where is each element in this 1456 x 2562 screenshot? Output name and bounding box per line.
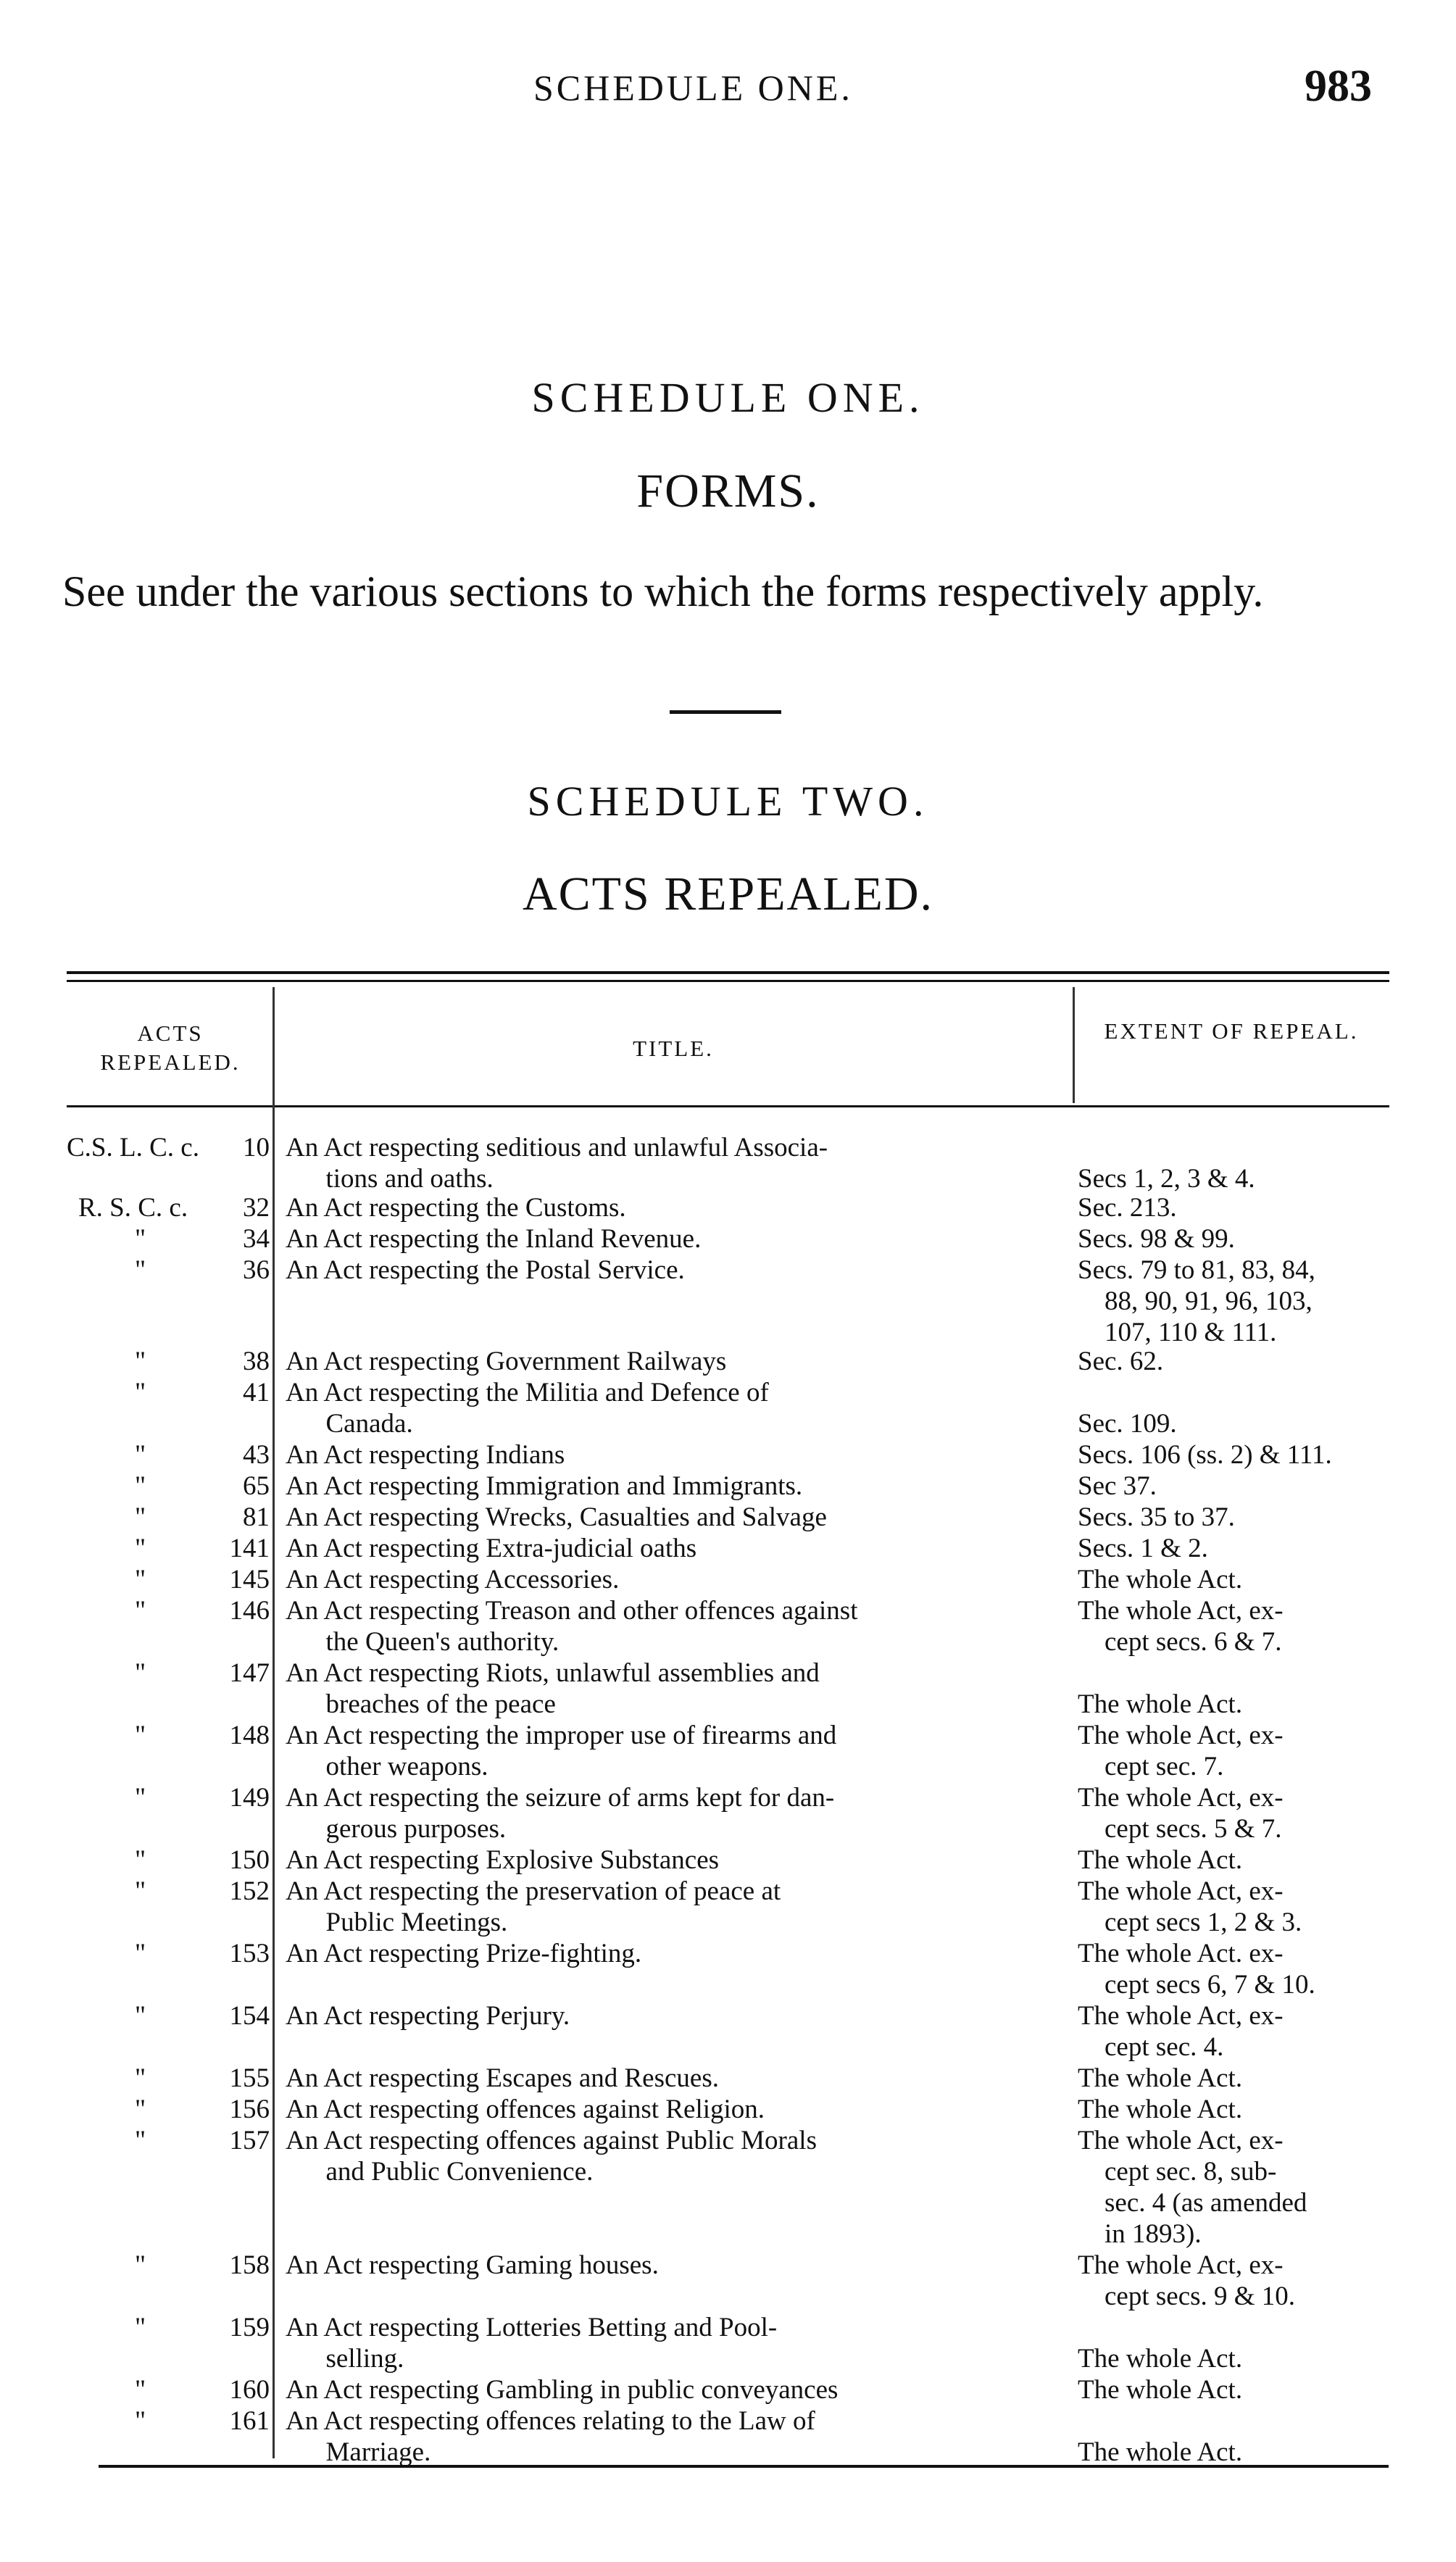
row-extent: Sec. 62. bbox=[1078, 1347, 1164, 1376]
schedule-two-subheading: ACTS REPEALED. bbox=[522, 868, 934, 920]
row-prefix: " bbox=[135, 1502, 146, 1532]
row-prefix: " bbox=[135, 1565, 146, 1594]
row-prefix: " bbox=[135, 1939, 146, 1968]
row-extent: The whole Act, ex- cept sec. 4. bbox=[1078, 2001, 1284, 2062]
row-title: An Act respecting the Postal Service. bbox=[286, 1255, 685, 1285]
row-prefix: " bbox=[135, 1440, 146, 1470]
row-title: An Act respecting Explosive Substances bbox=[286, 1845, 720, 1875]
page-number: 983 bbox=[1305, 62, 1372, 111]
row-title: An Act respecting Extra-judicial oaths bbox=[286, 1534, 697, 1563]
row-chapter: 152 bbox=[229, 1876, 270, 1906]
row-extent: The whole Act, ex- cept sec. 7. bbox=[1078, 1721, 1284, 1781]
row-chapter: 32 bbox=[243, 1193, 270, 1223]
row-prefix: " bbox=[135, 2250, 146, 2280]
row-extent: The whole Act. bbox=[1078, 1565, 1243, 1594]
row-chapter: 160 bbox=[229, 2375, 270, 2405]
row-extent: Sec 37. bbox=[1078, 1471, 1157, 1501]
row-title: An Act respecting offences against Religion. bbox=[286, 2095, 765, 2124]
schedule-one-subheading: FORMS. bbox=[636, 465, 820, 517]
row-prefix: " bbox=[135, 2063, 146, 2093]
row-title: An Act respecting the seizure of arms kept for dan- gerous purposes. bbox=[286, 1783, 835, 1844]
row-prefix: " bbox=[135, 2375, 146, 2405]
row-title: An Act respecting seditious and unlawful Associa- tions and oaths. bbox=[286, 1133, 828, 1194]
row-extent: Secs 1, 2, 3 & 4. bbox=[1078, 1164, 1255, 1194]
row-extent: Secs. 79 to 81, 83, 84, 88, 90, 91, 96, 103, 107, 110 & 111. bbox=[1078, 1255, 1315, 1347]
row-chapter: 161 bbox=[229, 2406, 270, 2436]
schedule-one-note: See under the various sections to which the forms respectively apply. bbox=[62, 567, 1264, 615]
row-title: An Act respecting the improper use of firearms and other weapons. bbox=[286, 1721, 837, 1781]
row-extent: Secs. 35 to 37. bbox=[1078, 1502, 1235, 1532]
row-prefix: C.S. L. C. c. bbox=[67, 1133, 199, 1163]
row-chapter: 147 bbox=[229, 1658, 270, 1688]
row-title: An Act respecting Wrecks, Casualties and Salvage bbox=[286, 1502, 827, 1532]
row-title: An Act respecting the Militia and Defence of Canada. bbox=[286, 1378, 769, 1439]
row-prefix: " bbox=[135, 1471, 146, 1501]
row-prefix: " bbox=[135, 1876, 146, 1906]
row-extent: The whole Act. bbox=[1078, 1689, 1243, 1719]
table-header-rule bbox=[67, 1105, 1389, 1107]
schedule-two-heading: SCHEDULE TWO. bbox=[527, 778, 929, 825]
row-extent: Secs. 1 & 2. bbox=[1078, 1534, 1208, 1563]
row-prefix: " bbox=[135, 1721, 146, 1750]
row-chapter: 38 bbox=[243, 1347, 270, 1376]
schedule-one-heading: SCHEDULE ONE. bbox=[531, 374, 925, 421]
row-chapter: 146 bbox=[229, 1596, 270, 1626]
row-extent: Sec. 213. bbox=[1078, 1193, 1177, 1223]
row-extent: The whole Act. bbox=[1078, 2375, 1243, 2405]
row-extent: The whole Act, ex- cept secs. 9 & 10. bbox=[1078, 2250, 1296, 2311]
row-prefix: " bbox=[135, 2406, 146, 2436]
column-header-title: TITLE. bbox=[633, 1036, 714, 1061]
row-title: An Act respecting Lotteries Betting and Pool- selling. bbox=[286, 2313, 778, 2374]
row-extent: The whole Act, ex- cept secs 1, 2 & 3. bbox=[1078, 1876, 1302, 1937]
row-title: An Act respecting the Inland Revenue. bbox=[286, 1224, 702, 1254]
row-extent: Secs. 98 & 99. bbox=[1078, 1224, 1235, 1254]
row-title: An Act respecting Prize-fighting. bbox=[286, 1939, 642, 1968]
row-chapter: 157 bbox=[229, 2126, 270, 2155]
row-title: An Act respecting Immigration and Immigrants. bbox=[286, 1471, 803, 1501]
row-title: An Act respecting Perjury. bbox=[286, 2001, 570, 2031]
row-prefix: " bbox=[135, 2126, 146, 2155]
row-title: An Act respecting Gaming houses. bbox=[286, 2250, 659, 2280]
row-chapter: 141 bbox=[229, 1534, 270, 1563]
row-prefix: " bbox=[135, 2313, 146, 2342]
row-extent: The whole Act. bbox=[1078, 2063, 1243, 2093]
row-prefix: " bbox=[135, 1378, 146, 1407]
row-extent: Sec. 109. bbox=[1078, 1409, 1177, 1439]
row-extent: The whole Act. ex- cept secs 6, 7 & 10. bbox=[1078, 1939, 1315, 2000]
row-chapter: 34 bbox=[243, 1224, 270, 1254]
row-chapter: 156 bbox=[229, 2095, 270, 2124]
column-header-acts-repealed: ACTS REPEALED. bbox=[100, 1020, 241, 1075]
row-chapter: 159 bbox=[229, 2313, 270, 2342]
row-extent: The whole Act. bbox=[1078, 2344, 1243, 2374]
column-divider-left bbox=[273, 987, 275, 2458]
section-divider bbox=[670, 710, 781, 714]
row-chapter: 10 bbox=[243, 1133, 270, 1163]
row-chapter: 148 bbox=[229, 1721, 270, 1750]
row-title: An Act respecting Accessories. bbox=[286, 1565, 620, 1594]
row-chapter: 36 bbox=[243, 1255, 270, 1285]
row-prefix: " bbox=[135, 1534, 146, 1563]
row-prefix: " bbox=[135, 1845, 146, 1875]
row-extent: The whole Act. bbox=[1078, 2095, 1243, 2124]
row-prefix: " bbox=[135, 1347, 146, 1376]
row-chapter: 158 bbox=[229, 2250, 270, 2280]
row-chapter: 154 bbox=[229, 2001, 270, 2031]
row-title: An Act respecting the Customs. bbox=[286, 1193, 626, 1223]
row-extent: The whole Act. bbox=[1078, 2437, 1243, 2467]
row-extent: The whole Act. bbox=[1078, 1845, 1243, 1875]
row-extent: The whole Act, ex- cept secs. 5 & 7. bbox=[1078, 1783, 1284, 1844]
row-chapter: 155 bbox=[229, 2063, 270, 2093]
row-chapter: 43 bbox=[243, 1440, 270, 1470]
row-title: An Act respecting Escapes and Rescues. bbox=[286, 2063, 719, 2093]
row-title: An Act respecting offences relating to the Law of Marriage. bbox=[286, 2406, 815, 2467]
row-title: An Act respecting Gambling in public conveyances bbox=[286, 2375, 839, 2405]
row-title: An Act respecting Government Railways bbox=[286, 1347, 727, 1376]
table-top-rule bbox=[67, 971, 1389, 974]
row-chapter: 149 bbox=[229, 1783, 270, 1813]
row-title: An Act respecting Indians bbox=[286, 1440, 565, 1470]
row-chapter: 150 bbox=[229, 1845, 270, 1875]
row-chapter: 81 bbox=[243, 1502, 270, 1532]
row-chapter: 145 bbox=[229, 1565, 270, 1594]
row-title: An Act respecting the preservation of peace at Public Meetings. bbox=[286, 1876, 781, 1937]
row-title: An Act respecting offences against Public Morals and Public Convenience. bbox=[286, 2126, 817, 2187]
row-extent: The whole Act, ex- cept secs. 6 & 7. bbox=[1078, 1596, 1284, 1657]
table-top-rule-inner bbox=[67, 980, 1389, 982]
row-chapter: 65 bbox=[243, 1471, 270, 1501]
row-prefix: " bbox=[135, 1783, 146, 1813]
row-prefix: " bbox=[135, 1224, 146, 1254]
row-prefix: " bbox=[135, 1658, 146, 1688]
column-divider-right bbox=[1073, 987, 1075, 1103]
row-prefix: " bbox=[135, 2095, 146, 2124]
running-title: SCHEDULE ONE. bbox=[533, 67, 853, 108]
row-prefix: " bbox=[135, 2001, 146, 2031]
row-extent: Secs. 106 (ss. 2) & 111. bbox=[1078, 1440, 1332, 1470]
row-prefix: R. S. C. c. bbox=[78, 1193, 188, 1223]
row-prefix: " bbox=[135, 1255, 146, 1285]
row-chapter: 41 bbox=[243, 1378, 270, 1407]
column-header-extent: EXTENT OF REPEAL. bbox=[1104, 1018, 1359, 1044]
row-title: An Act respecting Riots, unlawful assemblies and breaches of the peace bbox=[286, 1658, 820, 1719]
row-extent: The whole Act, ex- cept sec. 8, sub- sec. 4 (as amended in 1893). bbox=[1078, 2126, 1307, 2249]
row-title: An Act respecting Treason and other offences against the Queen's authority. bbox=[286, 1596, 858, 1657]
row-chapter: 153 bbox=[229, 1939, 270, 1968]
row-prefix: " bbox=[135, 1596, 146, 1626]
